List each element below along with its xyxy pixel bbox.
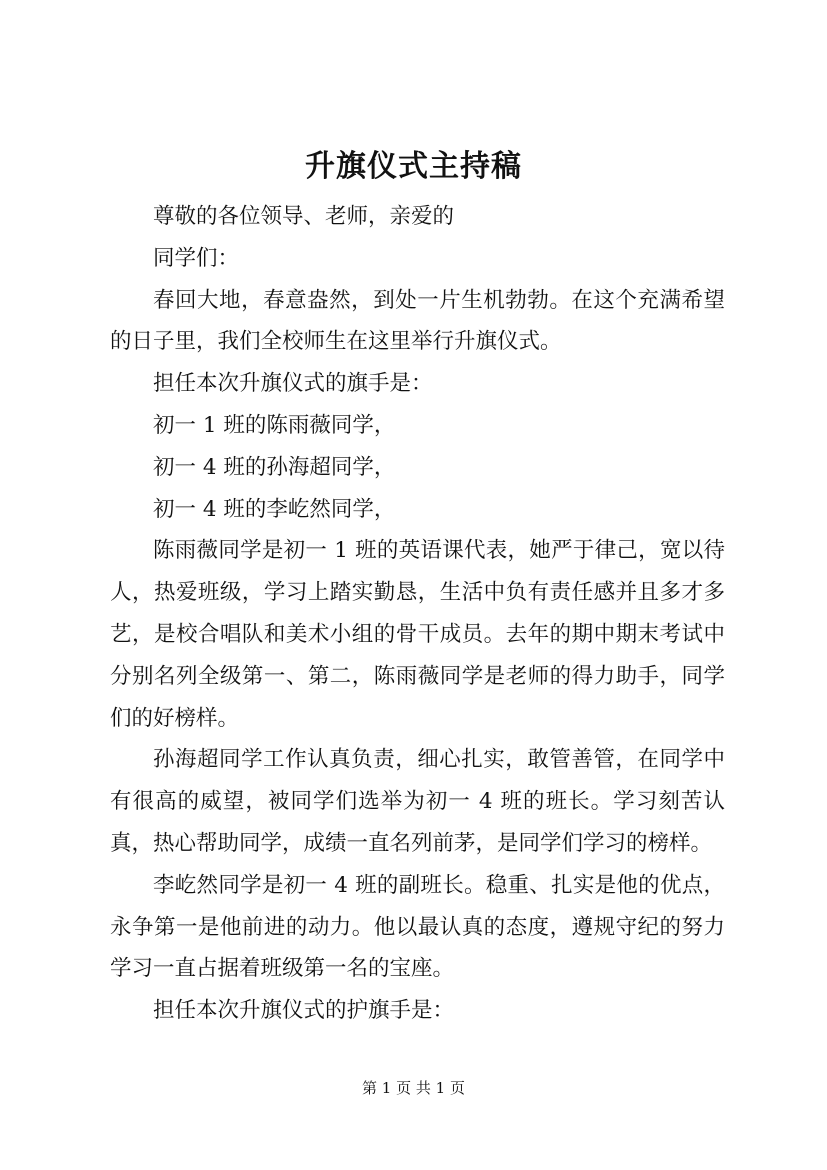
document-title: 升旗仪式主持稿 bbox=[305, 149, 522, 184]
paragraph-opening: 春回大地，春意盎然，到处一片生机勃勃。在这个充满希望的日子里，我们全校师生在这里举行升旗仪式。 bbox=[110, 287, 725, 355]
paragraph-bearer-2: 初一 4 班的孙海超同学， bbox=[153, 454, 396, 480]
paragraph-greeting-cont: 同学们： bbox=[153, 245, 240, 271]
paragraph-guards-intro: 担任本次升旗仪式的护旗手是： bbox=[153, 998, 455, 1024]
paragraph-bearer-3: 初一 4 班的李屹然同学， bbox=[153, 496, 396, 522]
paragraph-bio-sun: 孙海超同学工作认真负责，细心扎实，敢管善管，在同学中有很高的威望，被同学们选举为初一 4 班的班长。学习刻苦认真，热心帮助同学，成绩一直名列前茅，是同学们学习的榜样。 bbox=[110, 747, 725, 856]
page-footer: 第 1 页 共 1 页 bbox=[362, 1079, 465, 1097]
paragraph-bearer-1: 初一 1 班的陈雨薇同学， bbox=[153, 412, 396, 438]
paragraph-greeting: 尊敬的各位领导、老师，亲爱的 bbox=[153, 204, 455, 229]
paragraph-bio-chen: 陈雨薇同学是初一 1 班的英语课代表，她严于律己，宽以待人，热爱班级，学习上踏实勤恳，生活中负有责任感并且多才多艺，是校合唱队和美术小组的骨干成员。去年的期中期末考试中分别名列全级第一、第二，陈雨薇同学是老师的得力助手，同学们的好榜样。 bbox=[110, 538, 725, 731]
paragraph-bio-li: 李屹然同学是初一 4 班的副班长。稳重、扎实是他的优点，永争第一是他前进的动力。他以最认真的态度，遵规守纪的努力学习一直占据着班级第一名的宝座。 bbox=[110, 872, 725, 982]
paragraph-flag-bearers-intro: 担任本次升旗仪式的旗手是： bbox=[153, 371, 433, 397]
document-body bbox=[110, 196, 725, 1032]
